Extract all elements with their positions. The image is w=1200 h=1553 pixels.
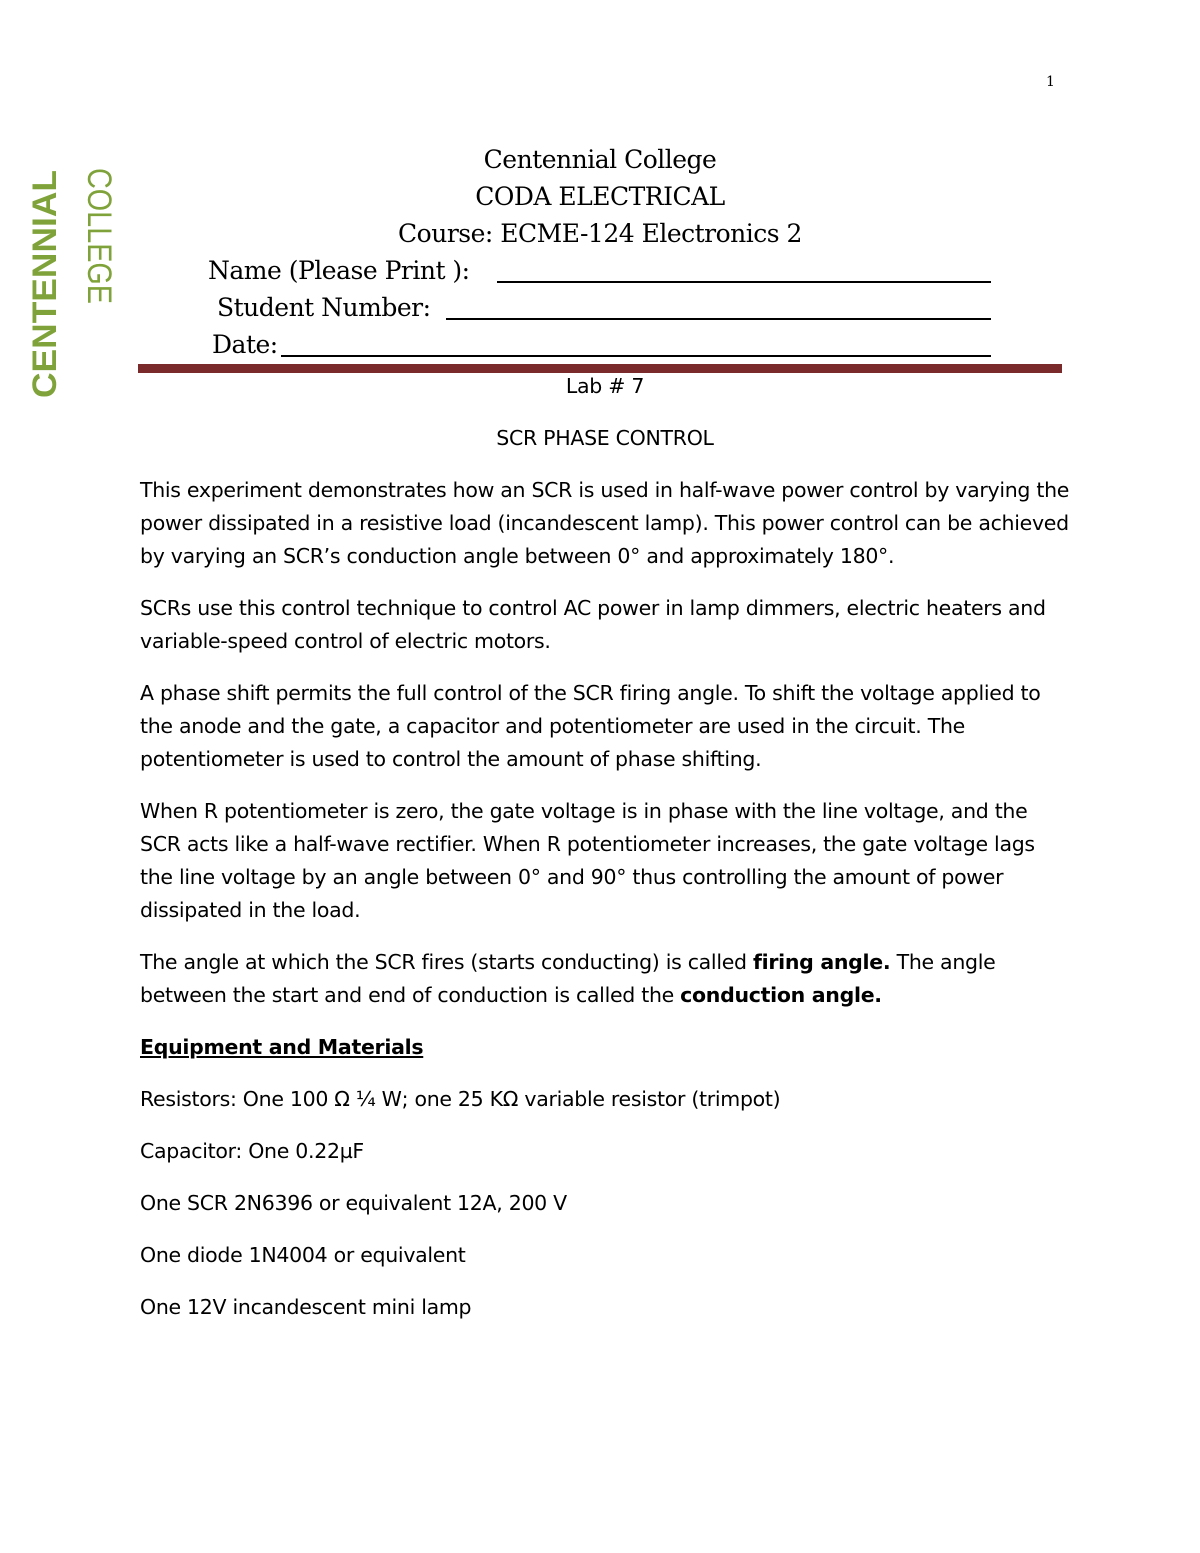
department-name: CODA ELECTRICAL: [475, 182, 725, 211]
material-item-resistors: Resistors: One 100 Ω ¼ W; one 25 KΩ variable resistor (trimpot): [140, 1087, 781, 1111]
lab-title: SCR PHASE CONTROL: [496, 426, 714, 450]
course-title: Course: ECME-124 Electronics 2: [398, 219, 802, 248]
lab-number: Lab # 7: [565, 374, 645, 398]
material-item-capacitor: Capacitor: One 0.22µF: [140, 1139, 364, 1163]
date-line[interactable]: [281, 355, 991, 357]
material-item-lamp: One 12V incandescent mini lamp: [140, 1295, 472, 1319]
paragraph-intro: This experiment demonstrates how an SCR is used in half-wave power control by varying the power dissipated in a resistive load (incandescent lamp). This power control can be achieved by varying an SCR’s conduction angle between 0° and approximately 180°.: [140, 478, 1070, 568]
header-block: [0, 141, 1200, 363]
paragraph-potentiometer: When R potentiometer is zero, the gate voltage is in phase with the line voltage, and the SCR acts like a half-wave rectifier. When R potentiometer increases, the gate voltage lags the line voltage by an angle between 0° and 90° thus controlling the amount of power dissipated in the load.: [140, 799, 1035, 922]
paragraph-applications: SCRs use this control technique to control AC power in lamp dimmers, electric heaters and variable-speed control of electric motors.: [140, 596, 1046, 653]
definition-text-1: The angle at which the SCR fires (starts conducting) is called: [140, 950, 753, 974]
student-number-field[interactable]: [0, 289, 1200, 326]
name-field[interactable]: [0, 252, 1200, 289]
student-number-label: Student Number:: [217, 293, 431, 322]
institution-name: Centennial College: [483, 145, 717, 174]
material-item-scr: One SCR 2N6396 or equivalent 12A, 200 V: [140, 1191, 567, 1215]
paragraph-phase-shift: A phase shift permits the full control of the SCR firing angle. To shift the voltage applied to the anode and the gate, a capacitor and potentiometer are used in the circuit. The potentiometer is used to control the amount of phase shifting.: [140, 681, 1041, 771]
paragraph-definitions: [140, 946, 1070, 1012]
student-number-line[interactable]: [446, 318, 991, 320]
material-item-diode: One diode 1N4004 or equivalent: [140, 1243, 466, 1267]
name-field-line[interactable]: [497, 281, 991, 283]
term-firing-angle: firing angle.: [752, 950, 891, 974]
term-conduction-angle: conduction angle.: [680, 983, 882, 1007]
date-label: Date:: [212, 330, 278, 359]
page-number: 1: [1046, 74, 1055, 90]
date-field[interactable]: [0, 326, 1200, 363]
logo-line-1: CENTENNIAL: [26, 178, 64, 398]
document-body: [140, 370, 1070, 1343]
equipment-heading: Equipment and Materials: [140, 1035, 424, 1059]
definition-text-2: The angle between the start and end of conduction is called the: [140, 950, 996, 1007]
name-field-label: Name (Please Print ):: [208, 256, 470, 285]
logo-line-2: COLLEGE: [80, 168, 118, 329]
